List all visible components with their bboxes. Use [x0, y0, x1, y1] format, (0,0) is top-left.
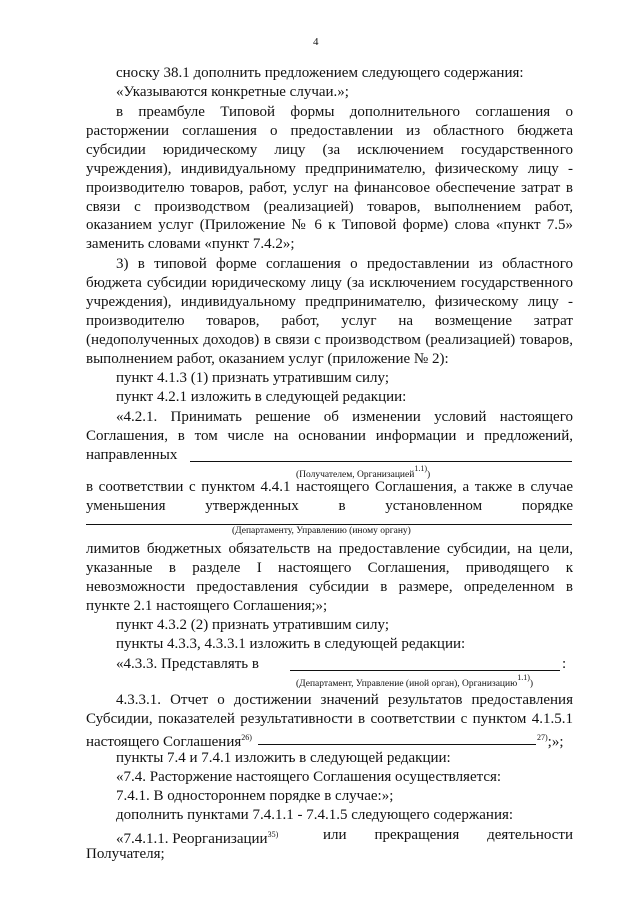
- fill-in-line: [290, 670, 560, 671]
- text-line: или прекращения деятельности: [323, 827, 573, 843]
- text-line: пункте 2.1 настоящего Соглашения;»;: [86, 598, 328, 614]
- text-line: «4.3.3. Представлять в: [116, 656, 259, 672]
- text-line: «7.4. Расторжение настоящего Соглашения осуществляется:: [116, 769, 502, 785]
- text-line: учреждения), индивидуальному предпринимателю, физическому лицу -: [86, 294, 573, 310]
- text-line: :: [562, 656, 567, 672]
- text-line: указанные в разделе I настоящего Соглашения, приводящего к: [86, 560, 573, 576]
- text-line: пункт 4.3.2 (2) признать утратившим силу;: [116, 617, 389, 633]
- text-line: «7.4.1.1. Реорганизации$^{35)}$: [116, 830, 279, 847]
- text-line: пункт 4.2.1 изложить в следующей редакции:: [116, 389, 407, 405]
- text-line: расторжении соглашения о предоставлении из областного бюджета: [86, 123, 573, 139]
- text-line: $^{27)}$;»;: [537, 733, 564, 750]
- text-line: дополнить пунктами 7.4.1.1 - 7.4.1.5 следующего содержания:: [116, 807, 514, 823]
- text-line: Получателя;: [86, 846, 165, 862]
- text-line: выполнением работ, оказанием услуг (приложение № 2):: [86, 351, 449, 367]
- text-line: настоящего Соглашения$^{26)}$: [86, 733, 252, 750]
- text-line: производителю товаров, работ, услуг на возмещение затрат: [86, 313, 573, 329]
- text-line: «Указываются конкретные случаи.»;: [116, 84, 349, 100]
- page-number: 4: [313, 36, 319, 48]
- text-line: 4.3.3.1. Отчет о достижении значений результатов предоставления: [116, 692, 573, 708]
- footnote-caption: (Департамент, Управление (иной орган), Организацию$^{1.1)}$): [296, 673, 534, 689]
- text-line: Соглашения, в том числе на основании информации и предложений,: [86, 428, 573, 444]
- text-line: сноску 38.1 дополнить предложением следующего содержания:: [116, 65, 524, 81]
- text-line: Субсидии, показателей результативности в соответствии с пунктом 4.1.5.1: [86, 711, 573, 727]
- footnote-caption: (Департаменту, Управлению (иному органу): [232, 526, 411, 536]
- fill-in-line: [86, 524, 572, 525]
- text-line: заменить словами «пункт 7.4.2»;: [86, 236, 295, 252]
- text-line: оказанием услуг (Приложение № 6 к Типовой форме) слова «пункт 7.5»: [86, 217, 573, 233]
- footnote-caption: (Получателем, Организацией$^{1.1)}$): [296, 464, 431, 480]
- text-line: связи с производством (реализацией) товаров, выполнением работ,: [86, 199, 573, 215]
- text-line: направленных: [86, 447, 178, 463]
- text-line: учреждения), индивидуальному предпринимателю, физическому лицу -: [86, 161, 573, 177]
- fill-in-line: [258, 744, 536, 745]
- text-line: бюджета субсидии юридическому лицу (за исключением государственного: [86, 275, 573, 291]
- text-line: производителю товаров, работ, услуг на финансовое обеспечение затрат в: [86, 180, 573, 196]
- fill-in-line: [190, 461, 572, 462]
- text-line: невозможности предоставления субсидии в размере, определенном в: [86, 579, 573, 595]
- text-line: «4.2.1. Принимать решение об изменении условий настоящего: [116, 409, 573, 425]
- text-line: (недополученных доходов) в связи с производством (реализацией) товаров,: [86, 332, 573, 348]
- text-line: 3) в типовой форме соглашения о предоставлении из областного: [116, 256, 573, 272]
- text-line: уменьшения утвержденных в установленном порядке: [86, 498, 573, 514]
- text-line: пункты 4.3.3, 4.3.3.1 изложить в следующей редакции:: [116, 636, 466, 652]
- text-line: в соответствии с пунктом 4.4.1 настоящего Соглашения, а также в случае: [86, 479, 573, 495]
- text-line: 7.4.1. В одностороннем порядке в случае:»;: [116, 788, 394, 804]
- text-line: лимитов бюджетных обязательств на предоставление субсидии, на цели,: [86, 541, 573, 557]
- text-line: в преамбуле Типовой формы дополнительного соглашения о: [116, 104, 573, 120]
- text-line: пункт 4.1.3 (1) признать утратившим силу;: [116, 370, 389, 386]
- text-line: пункты 7.4 и 7.4.1 изложить в следующей редакции:: [116, 750, 451, 766]
- text-line: субсидии юридическому лицу (за исключением государственного: [86, 142, 573, 158]
